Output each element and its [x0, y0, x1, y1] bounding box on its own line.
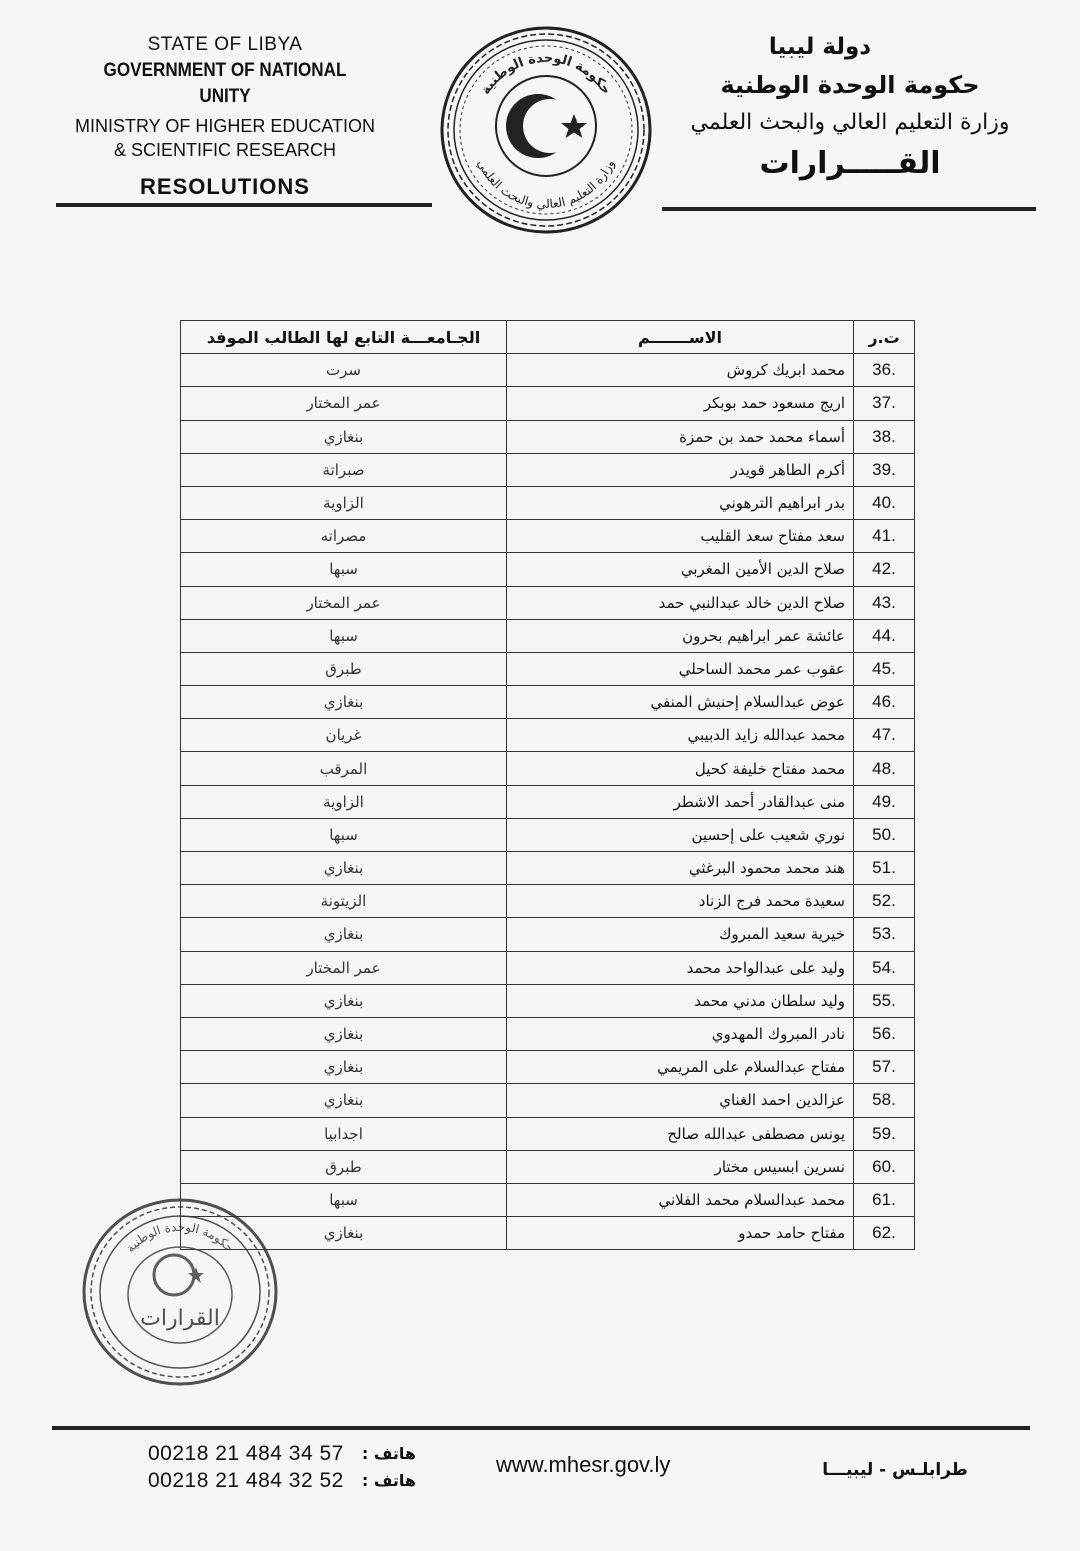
table-row [181, 1084, 915, 1117]
row-serial: 60. [854, 1150, 915, 1183]
table-row [181, 619, 915, 652]
row-serial: 52. [854, 885, 915, 918]
header-ar-government: حكومة الوحدة الوطنية [720, 71, 980, 99]
table-row [181, 1150, 915, 1183]
row-university: بنغازي [181, 1217, 507, 1250]
row-student-name: منى عبدالقادر أحمد الاشطر [507, 785, 854, 818]
row-university: بنغازي [181, 1051, 507, 1084]
row-student-name: محمد عبدالسلام محمد الفلاني [507, 1183, 854, 1216]
row-student-name: نادر المبروك المهدوي [507, 1017, 854, 1050]
table-row [181, 553, 915, 586]
row-university: اجدابيا [181, 1117, 507, 1150]
row-serial: 59. [854, 1117, 915, 1150]
row-university: الزاوية [181, 785, 507, 818]
table-row [181, 1017, 915, 1050]
table-row [181, 586, 915, 619]
row-student-name: بدر ابراهيم الترهوني [507, 486, 854, 519]
website-link[interactable]: www.mhesr.gov.ly [496, 1452, 671, 1477]
row-serial: 40. [854, 486, 915, 519]
row-university: المرقب [181, 752, 507, 785]
row-university: طبرق [181, 652, 507, 685]
row-university: بنغازي [181, 852, 507, 885]
row-student-name: محمد مفتاح خليفة كحيل [507, 752, 854, 785]
row-university: الزيتونة [181, 885, 507, 918]
row-university: سرت [181, 354, 507, 387]
row-student-name: اريج مسعود حمد بوبكر [507, 387, 854, 420]
header-divider-left [56, 203, 432, 207]
row-serial: 51. [854, 852, 915, 885]
row-student-name: سعيدة محمد فرج الزناد [507, 885, 854, 918]
table-row [181, 918, 915, 951]
row-serial: 47. [854, 719, 915, 752]
stamp-center-text: القرارات [140, 1306, 220, 1331]
phone-number[interactable]: 00218 21 484 34 57 [148, 1442, 344, 1465]
row-student-name: محمد عبدالله زايد الدبيبي [507, 719, 854, 752]
row-serial: 39. [854, 453, 915, 486]
row-university: بنغازي [181, 918, 507, 951]
row-serial: 37. [854, 387, 915, 420]
footer-divider [52, 1426, 1030, 1430]
header-ar-state: دولة ليبيا [768, 34, 872, 60]
table-row [181, 486, 915, 519]
table-row [181, 818, 915, 851]
table-row [181, 354, 915, 387]
row-university: مصراته [181, 520, 507, 553]
row-university: بنغازي [181, 420, 507, 453]
row-serial: 56. [854, 1017, 915, 1050]
row-university: بنغازي [181, 686, 507, 719]
header-en-state: STATE OF LIBYA [147, 34, 303, 55]
table-body [181, 354, 915, 1250]
row-serial: 48. [854, 752, 915, 785]
row-serial: 54. [854, 951, 915, 984]
header-en-resolutions: RESOLUTIONS [140, 174, 310, 199]
header-english [60, 32, 390, 200]
row-student-name: هند محمد محمود البرغثي [507, 852, 854, 885]
row-student-name: خيرية سعيد المبروك [507, 918, 854, 951]
row-serial: 49. [854, 785, 915, 818]
row-student-name: نسرين ابسيس مختار [507, 1150, 854, 1183]
row-university: غريان [181, 719, 507, 752]
students-table [180, 320, 915, 1250]
row-serial: 53. [854, 918, 915, 951]
header-arabic [670, 28, 1030, 186]
row-student-name: صلاح الدين خالد عبدالنبي حمد [507, 586, 854, 619]
row-student-name: أسماء محمد حمد بن حمزة [507, 420, 854, 453]
row-student-name: نوري شعيب على إحسين [507, 818, 854, 851]
row-university: سبها [181, 553, 507, 586]
header-serial: ت.ر [854, 321, 915, 354]
resolutions-stamp-icon [80, 1195, 280, 1390]
row-student-name: محمد ابريك كروش [507, 354, 854, 387]
seal-ring-text-bottom: وزارة التعليم العالي والبحث العلمي [474, 157, 618, 212]
row-university: عمر المختار [181, 387, 507, 420]
svg-text:حكومة الوحدة الوطنية [123, 1220, 237, 1255]
row-student-name: وليد سلطان مدني محمد [507, 984, 854, 1017]
table-row [181, 520, 915, 553]
ministry-seal-icon [438, 22, 654, 238]
table-row [181, 387, 915, 420]
table-row [181, 1217, 915, 1250]
table-row [181, 885, 915, 918]
stamp-ring-text: حكومة الوحدة الوطنية [123, 1219, 237, 1256]
phone-row [148, 1467, 438, 1494]
phone-label: هاتف : [361, 1444, 416, 1463]
row-serial: 43. [854, 586, 915, 619]
table-row [181, 984, 915, 1017]
table-row [181, 1051, 915, 1084]
row-serial: 36. [854, 354, 915, 387]
row-university: عمر المختار [181, 586, 507, 619]
header-university: الجـامعـــة التابع لها الطالب الموفد [181, 321, 507, 354]
table-row [181, 719, 915, 752]
row-serial: 55. [854, 984, 915, 1017]
row-university: طبرق [181, 1150, 507, 1183]
header-en-ministry: MINISTRY OF HIGHER EDUCATION [74, 116, 376, 136]
row-university: سبها [181, 1183, 507, 1216]
row-serial: 61. [854, 1183, 915, 1216]
stamp-crescent-icon [154, 1255, 204, 1295]
row-serial: 41. [854, 520, 915, 553]
row-university: بنغازي [181, 1017, 507, 1050]
header-ar-ministry: وزارة التعليم العالي والبحث العلمي [690, 110, 1010, 135]
header-name: الاســـــــم [507, 321, 854, 354]
phone-row [148, 1440, 438, 1467]
row-university: عمر المختار [181, 951, 507, 984]
row-university: الزاوية [181, 486, 507, 519]
table-row [181, 1183, 915, 1216]
footer-phones [148, 1440, 438, 1494]
phone-label: هاتف : [361, 1471, 416, 1490]
svg-text:حكومة الوحدة الوطنية [478, 51, 613, 98]
table-row [181, 420, 915, 453]
row-student-name: عائشة عمر ابراهيم بحرون [507, 619, 854, 652]
crescent-star-icon [506, 94, 587, 158]
table-row [181, 652, 915, 685]
table-row [181, 1117, 915, 1150]
row-university: سبها [181, 619, 507, 652]
row-student-name: عقوب عمر محمد الساحلي [507, 652, 854, 685]
row-serial: 58. [854, 1084, 915, 1117]
row-university: بنغازي [181, 1084, 507, 1117]
seal-ring-text-top: حكومة الوحدة الوطنية [478, 50, 614, 98]
row-serial: 45. [854, 652, 915, 685]
row-serial: 46. [854, 686, 915, 719]
table-row [181, 686, 915, 719]
row-serial: 50. [854, 818, 915, 851]
table-row [181, 453, 915, 486]
table-row [181, 752, 915, 785]
row-student-name: مفتاح حامد حمدو [507, 1217, 854, 1250]
row-student-name: عزالدين احمد الغناي [507, 1084, 854, 1117]
header-divider-right [662, 207, 1036, 211]
row-student-name: مفتاح عبدالسلام على المريمي [507, 1051, 854, 1084]
row-student-name: يونس مصطفى عبدالله صالح [507, 1117, 854, 1150]
row-student-name: صلاح الدين الأمين المغربي [507, 553, 854, 586]
row-serial: 57. [854, 1051, 915, 1084]
row-serial: 62. [854, 1217, 915, 1250]
row-serial: 44. [854, 619, 915, 652]
table-row [181, 951, 915, 984]
table-row [181, 785, 915, 818]
row-student-name: عوض عبدالسلام إحنيش المنفي [507, 686, 854, 719]
row-student-name: وليد على عبدالواحد محمد [507, 951, 854, 984]
row-university: صبراتة [181, 453, 507, 486]
phone-number[interactable]: 00218 21 484 32 52 [148, 1469, 344, 1492]
row-serial: 42. [854, 553, 915, 586]
row-student-name: سعد مفتاح سعد القليب [507, 520, 854, 553]
table-row [181, 852, 915, 885]
header-en-ministry-sub: & SCIENTIFIC RESEARCH [113, 140, 337, 160]
table-header-row [181, 321, 915, 354]
svg-text:وزارة التعليم العالي والبحث ال [475, 157, 618, 211]
row-university: سبها [181, 818, 507, 851]
row-serial: 38. [854, 420, 915, 453]
row-student-name: أكرم الطاهر قويدر [507, 453, 854, 486]
row-university: بنغازي [181, 984, 507, 1017]
header-ar-resolutions: القـــــرارات [759, 146, 941, 181]
footer-city: طرابلـس - ليبيـــا [822, 1460, 968, 1480]
header-en-government: GOVERNMENT OF NATIONAL UNITY [103, 60, 347, 107]
